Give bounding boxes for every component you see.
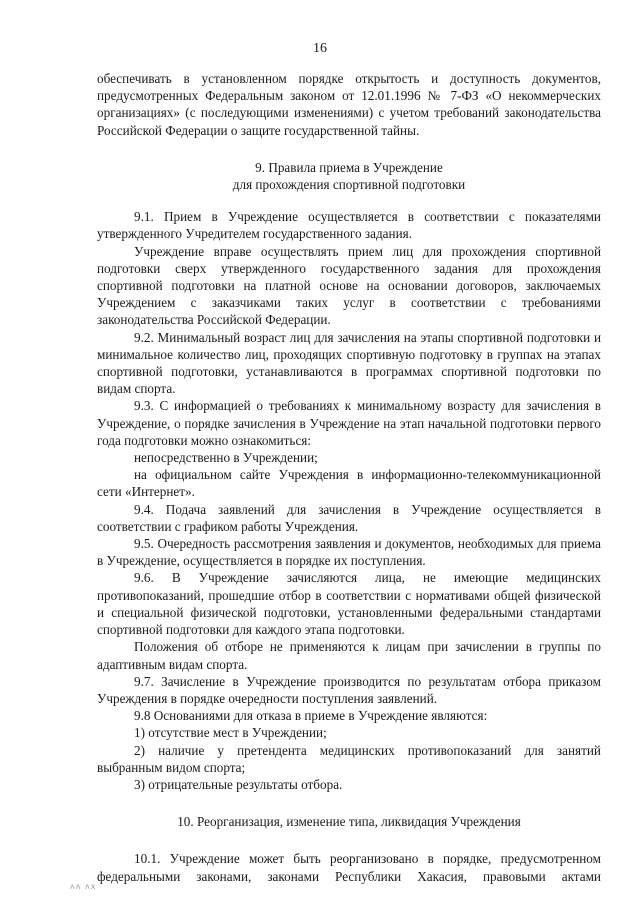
- paragraph-9-4: 9.4. Подача заявлений для зачисления в Учреждение осуществляется в соответствии с графиком работы Учреждения.: [97, 501, 601, 534]
- paragraph: обеспечивать в установленном порядке открытость и доступность документов, предусмотренных Федеральным законом от 12.01.1996 № 7-ФЗ «О некоммерческих организациях» (с последующими изменениями) с учетом требований законодательства Российской Федерации о защите государственной тайны.: [97, 71, 601, 138]
- paragraph: Учреждение вправе осуществлять прием лиц для прохождения спортивной подготовки сверх утвержденного государственного задания для прохождения спортивной подготовки на платной основе на основании договоров, заключаемых Учреждением с заказчиками таких услуг в соответствии с требованиями законодательства Российской Федерации.: [97, 243, 601, 328]
- list-item: 1) отсутствие мест в Учреждении;: [134, 725, 327, 741]
- section-9-title-line2: для прохождения спортивной подготовки: [232, 177, 466, 193]
- list-item: на официальном сайте Учреждения в информационно-телекоммуникационной сети «Интернет».: [97, 467, 601, 500]
- section-10-title: 10. Реорганизация, изменение типа, ликвидация Учреждения: [177, 814, 521, 830]
- paragraph-9-5: 9.5. Очередность рассмотрения заявления и документов, необходимых для приема в Учреждение, осуществляется в порядке их поступления.: [97, 536, 601, 569]
- list-item: 2) наличие у претендента медицинских противопоказаний для занятий выбранным видом спорта;: [97, 742, 601, 775]
- page-number: 16: [313, 41, 327, 56]
- document-body: [97, 70, 601, 885]
- paragraph-9-6: 9.6. В Учреждение зачисляются лица, не имеющие медицинских противопоказаний, прошедшие отбор в соответствии с нормативами общей физической и специальной физической подготовки, установленными федеральными стандартами спортивной подготовки для каждого этапа подготовки.: [97, 570, 601, 638]
- paragraph-9-8: 9.8 Основаниями для отказа в приеме в Учреждение являются:: [134, 708, 488, 724]
- paragraph-9-1: 9.1. Прием в Учреждение осуществляется в соответствии с показателями утвержденного Учредителем государственного задания.: [97, 209, 601, 242]
- section-9-title-line1: 9. Правила приема в Учреждение: [255, 159, 443, 175]
- list-item: 3) отрицательные результаты отбора.: [134, 776, 343, 792]
- list-item: непосредственно в Учреждении;: [134, 450, 318, 466]
- paragraph-9-7: 9.7. Зачисление в Учреждение производится по результатам отбора приказом Учреждения в порядке очередности поступления заявлений.: [97, 673, 601, 706]
- scan-mark: ʌʌ ʌx: [70, 882, 97, 891]
- paragraph: Положения об отборе не применяются к лицам при зачислении в группы по адаптивным видам спорта.: [97, 639, 601, 672]
- paragraph-9-2: 9.2. Минимальный возраст лиц для зачисления на этапы спортивной подготовки и минимальное количество лиц, проходящих спортивную подготовку в группах на этапах спортивной подготовки, устанавливаются в программах спортивной подготовки по видам спорта.: [97, 329, 601, 397]
- paragraph-9-3: 9.3. С информацией о требованиях к минимальному возрасту для зачисления в Учреждение, о порядке зачисления в Учреждение на этап начальной подготовки первого года подготовки можно ознакомиться:: [97, 398, 601, 448]
- paragraph-10-1: 10.1. Учреждение может быть реорганизовано в порядке, предусмотренном федеральными законами, законами Республики Хакасия, правовыми актами: [97, 851, 601, 884]
